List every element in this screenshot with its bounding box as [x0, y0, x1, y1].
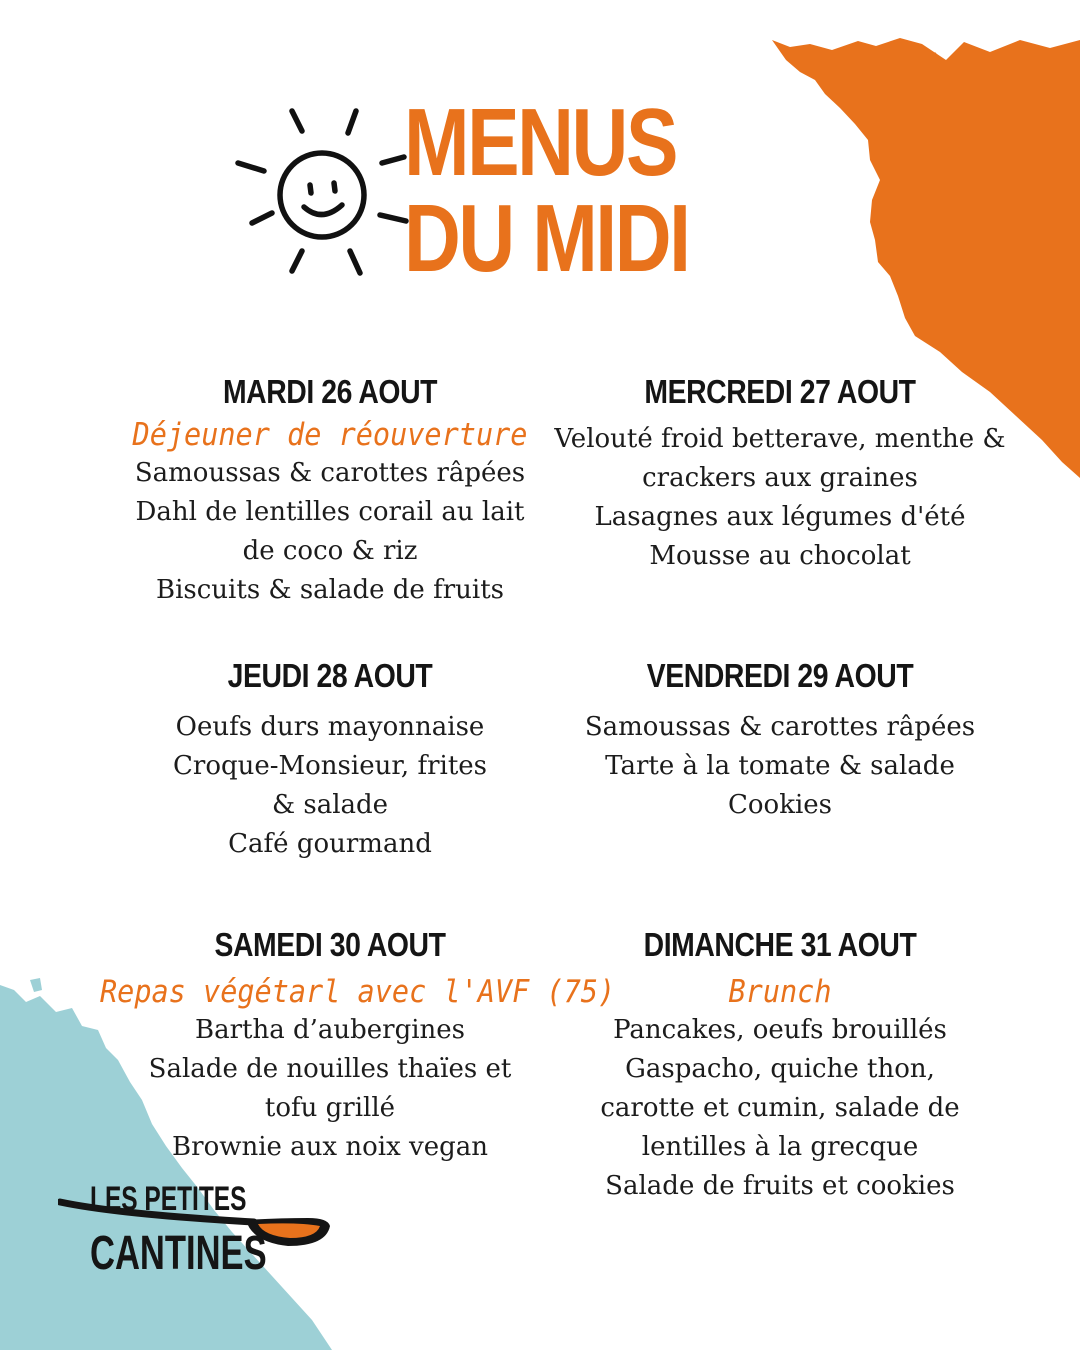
day-block-thursday	[110, 656, 550, 864]
day-title: DIMANCHE 31 AOUT	[643, 926, 917, 963]
menu-item: crackers aux graines	[642, 463, 918, 493]
menu-list	[550, 420, 1010, 576]
menu-item: Oeufs durs mayonnaise	[175, 712, 485, 742]
day-subtitle: Brunch	[728, 974, 832, 1010]
menu-item: de coco & riz	[242, 536, 418, 566]
menu-item: Lasagnes aux légumes d'été	[594, 502, 966, 532]
blue-brush-speck	[30, 978, 42, 992]
menu-list	[550, 1011, 1010, 1206]
menu-item: tofu grillé	[264, 1093, 396, 1123]
menu-item: Bartha d’aubergines	[194, 1015, 466, 1045]
day-title: MERCREDI 27 AOUT	[644, 373, 916, 410]
day-block-tuesday	[110, 372, 550, 610]
menu-item: Gaspacho, quiche thon,	[625, 1054, 935, 1084]
day-block-sunday	[550, 925, 1010, 1206]
day-subtitle: Déjeuner de réouverture	[132, 417, 528, 453]
day-title: SAMEDI 30 AOUT	[214, 926, 446, 963]
menu-item: lentilles à la grecque	[641, 1132, 919, 1162]
menu-item: Salade de fruits et cookies	[605, 1171, 955, 1201]
menu-item: Velouté froid betterave, menthe &	[554, 424, 1006, 454]
menu-item: & salade	[271, 790, 389, 820]
menu-item: Croque-Monsieur, frites	[173, 751, 487, 781]
menu-item: carotte et cumin, salade de	[600, 1093, 960, 1123]
menu-item: Pancakes, oeufs brouillés	[613, 1015, 947, 1045]
title-line-2: DU MIDI	[404, 185, 689, 292]
menu-item: Biscuits & salade de fruits	[155, 575, 504, 605]
logo-line-2: CANTINES	[90, 1227, 267, 1280]
menu-item: Tarte à la tomate & salade	[605, 751, 955, 781]
title-line-1: MENUS	[404, 89, 676, 196]
header	[232, 89, 751, 292]
menu-item: Mousse au chocolat	[649, 541, 911, 571]
menu-item: Dahl de lentilles corail au lait	[135, 497, 525, 527]
menu-item: Samoussas & carottes râpées	[584, 712, 976, 742]
menu-item: Salade de nouilles thaïes et	[148, 1054, 512, 1084]
page-title	[404, 89, 689, 292]
day-block-saturday	[80, 925, 616, 1167]
menu-list	[110, 708, 550, 864]
day-block-wednesday	[550, 372, 1010, 576]
day-title: VENDREDI 29 AOUT	[646, 657, 914, 694]
menu-list	[550, 708, 1010, 825]
sun-icon	[232, 99, 412, 284]
logo	[58, 1180, 338, 1280]
day-subtitle: Repas végétarl avec l'AVF (75)	[100, 974, 616, 1010]
menu-list	[80, 1011, 580, 1167]
menu-item: Brownie aux noix vegan	[172, 1132, 488, 1162]
day-title: JEUDI 28 AOUT	[227, 657, 433, 694]
logo-line-1: LES PETITES	[90, 1180, 247, 1218]
menu-item: Samoussas & carottes râpées	[134, 458, 526, 488]
menu-item: Café gourmand	[228, 829, 432, 859]
day-block-friday	[550, 656, 1010, 825]
day-title: MARDI 26 AOUT	[222, 373, 438, 410]
menu-item: Cookies	[728, 790, 832, 820]
menu-list	[110, 454, 550, 610]
